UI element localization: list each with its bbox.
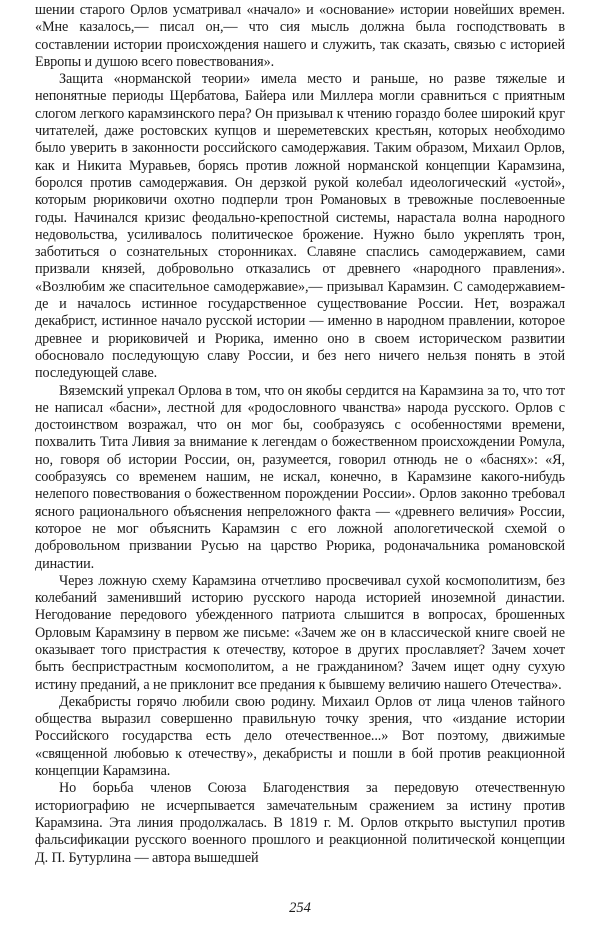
book-page-text [35,2,565,867]
page-number: 254 [289,900,311,916]
paragraph-5: Декабристы горячо любили свою родину. Михаил Орлов от лица членов тайного общества выразил совершенно правильную точку зрения, что «издание истории Российского государства есть дело отечественное...» Вот поэтому, движимые «священной любовью к отечеству», декабристы и пошли в бой против реакционной концепции Карамзина. [35,693,565,780]
paragraph-1: шении старого Орлов усматривал «начало» и «основание» истории новейших времен. «Мне казалось,— писал он,— что сия мысль должна была господствовать в составлении истории происхождения нашего и служить, так сказать, связью с историей Европы и душою всего повествования». [35,2,565,70]
paragraph-6: Но борьба членов Союза Благоденствия за передовую отечественную историографию не исчерпывается замечательным сражением за истину против Карамзина. Эта линия продолжалась. В 1819 г. М. Орлов открыто выступил против фальсификации русского военного прошлого и реакционной политической концепции Д. П. Бутурлина — автора вышедшей [35,780,565,866]
paragraph-2: Защита «норманской теории» имела место и раньше, но разве тяжелые и непонятные периоды Щербатова, Байера или Миллера могли сравниться с приятным слогом легкого карамзинского пера? Он призывал к чтению гораздо более широкий круг читателей, даже ростовских купцов и шереметевских крестьян, которых необходимо было уверить в законности российского самодержавия. Таким образом, Михаил Орлов, как и Никита Муравьев, борясь против ложной норманской концепции Карамзина, боролся против самодержавия. Он дерзкой рукой колебал идеологический «устой», которым рюриковичи охотно подперли трон Романовых в тревожные послевоенные годы. Начинался кризис феодально-крепостной системы, нарастала волна народного недовольства, усиливалось политическое брожение. Нужно было укреплять трон, заботиться о сознательных сторонниках. Славяне спаслись самодержавием, сами призвали князей, добровольно отказались от древнего «народного правления». «Возлюбим же спасительное самодержавие»,— призывал Карамзин. С самодержавием-де и началось истинное государственное существование России. Нет, возражал декабрист, истинное начало русской истории — именно в народном правлении, которое древнее и рюриковичей и Рюрика, именно оно в своем историческом развитии обосновало последующую славу России, и без него ничего нельзя понять в этой последующей славе. [35,71,565,382]
paragraph-4: Через ложную схему Карамзина отчетливо просвечивал сухой космополитизм, без колебаний заменивший историю русского народа историей иноземной династии. Негодование передового убежденного патриота слышится в вопросах, брошенных Орловым Карамзину в первом же письме: «Зачем же он в классической книге своей не оказывает того пристрастия к отечеству, которое в других прославляет? Зачем хочет быть беспристрастным космополитом, а не гражданином? Зачем ищет одну сухую истину преданий, а не приклонит все предания к бывшему величию нашего Отечества». [35,572,565,693]
paragraph-3: Вяземский упрекал Орлова в том, что он якобы сердится на Карамзина за то, что тот не написал «басни», лестной для «родословного чванства» народа русского. Орлов с достоинством возражал, что он мог бы, сообразуясь с особенностями времени, похвалить Тита Ливия за внимание к легендам о божественном происхождении Ромула, но, говоря об истории России, он, разумеется, говорил отнюдь не о «баснях»: «Я, сообразуясь со временем нашим, не искал, конечно, в Карамзине какого-нибудь нелепого повествования о божественном порождении России». Орлов законно требовал ясного рационального объяснения непреложного факта — «древнего величия» России, которое не мог объяснить Карамзин с его ложной апологетической схемой о добровольном призвании Русью на царство Рюрика, родоначальника романовской династии. [35,382,565,572]
